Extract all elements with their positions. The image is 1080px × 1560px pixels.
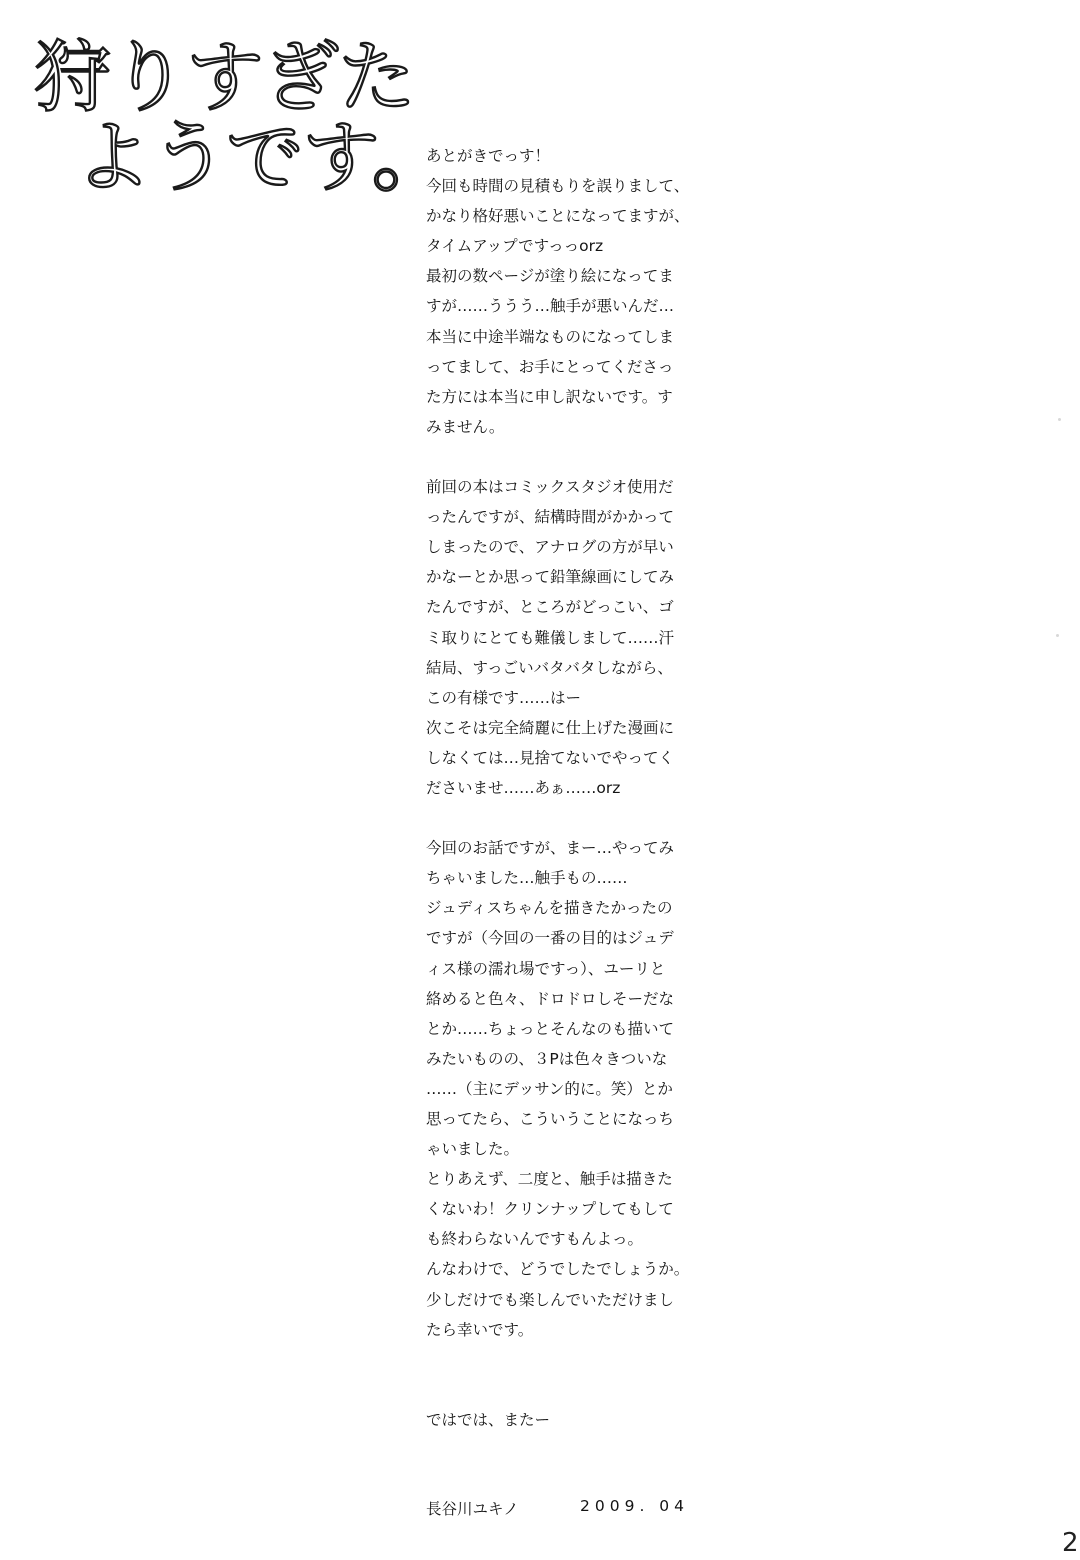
text-line: も終わらないんですもんよっ。 (426, 1230, 644, 1249)
paper-speck (1058, 418, 1061, 421)
afterword-body (426, 141, 726, 1435)
text-line: かなーとか思って鉛筆線画にしてみ (426, 568, 675, 587)
text-line: ですが（今回の一番の目的はジュデ (426, 929, 674, 948)
text-line: ったんですが、結構時間がかかって (426, 508, 675, 527)
text-line: すが……ううう…触手が悪いんだ… (426, 297, 675, 316)
closing-line: ではでは、またー (426, 1410, 551, 1429)
text-line: ってまして、お手にとってくださっ (426, 357, 674, 376)
text-line: ジュディスちゃんを描きたかったの (426, 899, 673, 918)
text-line: しなくては…見捨てないでやってく (426, 748, 675, 767)
paragraph-3 (426, 833, 726, 1345)
text-line: タイムアップですっっorz (426, 237, 604, 256)
author-name: 長谷川ユキノ (426, 1500, 519, 1518)
text-line: 結局、すっごいバタバタしながら、 (426, 658, 673, 677)
title-line-2: ようです。 (74, 113, 448, 203)
text-line: 今回のお話ですが、まー…やってみ (426, 839, 675, 858)
text-line: 今回も時間の見積もりを誤りまして、 (426, 177, 690, 196)
text-line: ちゃいました…触手もの…… (426, 869, 628, 888)
text-line: ださいませ……あぁ……orz (426, 778, 621, 797)
text-line: 前回の本はコミックスタジオ使用だ (426, 478, 674, 497)
afterword-title (34, 33, 464, 203)
text-line: みたいものの、３Pは色々きついな (426, 1049, 668, 1068)
page-number: 2 (1062, 1528, 1079, 1558)
text-line: ミ取りにとても難儀しまして……汗 (426, 628, 675, 647)
text-line: あとがきでっす！ (426, 147, 551, 165)
paragraph-spacer (426, 1345, 726, 1375)
text-line: た方には本当に申し訳ないです。す (426, 387, 673, 406)
text-line: 次こそは完全綺麗に仕上げた漫画に (426, 718, 675, 737)
text-line: 思ってたら、こういうことになっち (426, 1110, 675, 1128)
text-line: この有様です……はー (426, 688, 582, 707)
paragraph-2 (426, 472, 726, 803)
text-line: ……（主にデッサン的に。笑）とか (426, 1079, 673, 1098)
text-line: んなわけで、どうでしたでしょうか。 (426, 1260, 690, 1279)
text-line: たら幸いです。 (426, 1320, 534, 1339)
title-line-1: 狩りすぎた (34, 33, 415, 123)
text-line: かなり格好悪いことになってますが、 (426, 207, 690, 226)
text-line: とか……ちょっとそんなのも描いて (426, 1019, 675, 1038)
text-line: くないわ！クリンナップしてもして (426, 1200, 674, 1219)
date-stamp: 2009. 04 (580, 1497, 690, 1515)
text-line: たんですが、ところがどっこい、ゴ (426, 598, 674, 617)
paragraph-spacer (426, 442, 726, 472)
text-line: 最初の数ページが塗り絵になってま (426, 267, 674, 286)
paragraph-1 (426, 141, 726, 442)
paragraph-spacer (426, 1375, 726, 1405)
text-line: とりあえず、二度と、触手は描きた (426, 1170, 673, 1189)
paragraph-spacer (426, 803, 726, 833)
paper-speck (1056, 634, 1059, 637)
text-line: しまったので、アナログの方が早い (426, 538, 674, 557)
text-line: みません。 (426, 417, 505, 436)
text-line: 本当に中途半端なものになってしま (426, 327, 675, 346)
text-line: 少しだけでも楽しんでいただけまし (426, 1290, 675, 1309)
text-line: 絡めると色々、ドロドロしそーだな (426, 989, 675, 1008)
text-line: ゃいました。 (426, 1140, 520, 1159)
text-line: ィス様の濡れ場ですっ）、ユーリと (426, 959, 666, 978)
